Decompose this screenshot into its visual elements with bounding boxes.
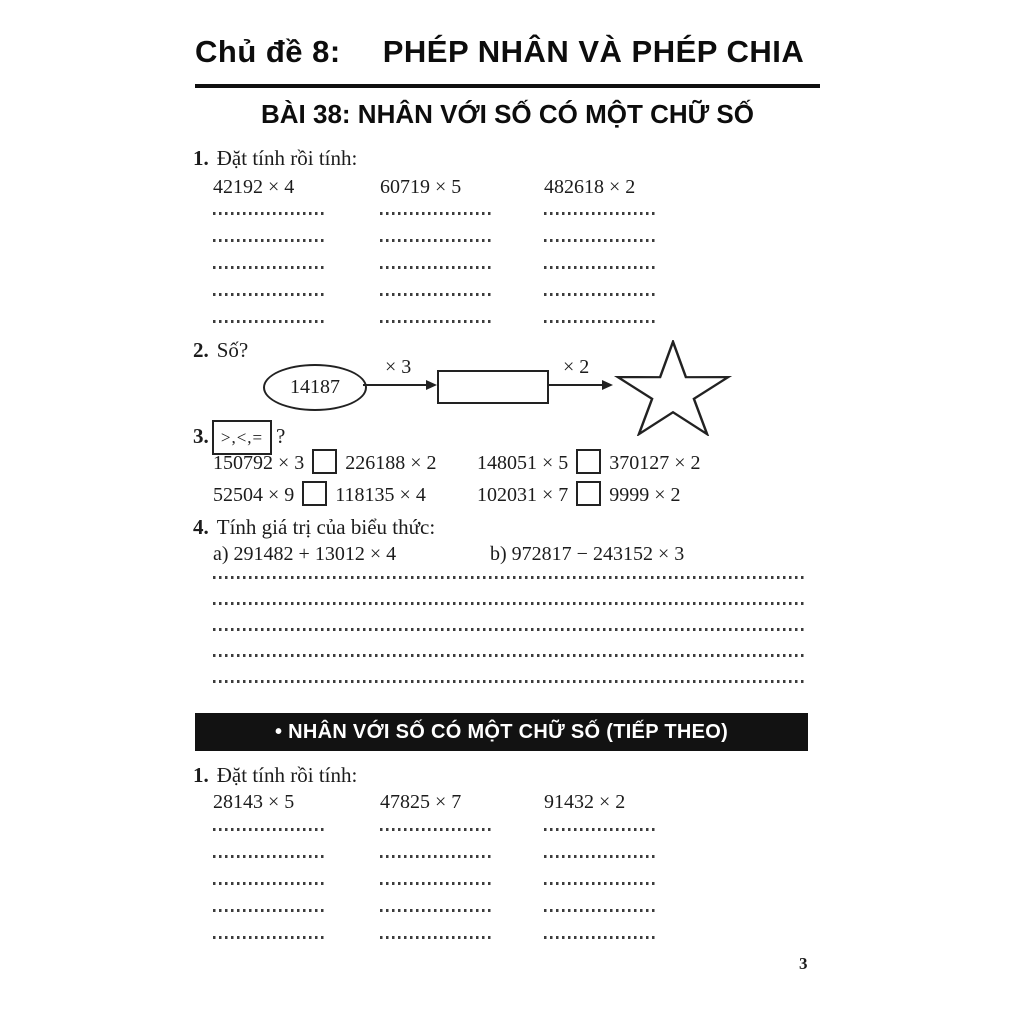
exercise4-label: Tính giá trị của biểu thức: (216, 515, 436, 539)
section-banner: • NHÂN VỚI SỐ CÓ MỘT CHỮ SỐ (TIẾP THEO) (195, 713, 808, 751)
answer-line (213, 828, 325, 831)
answer-line (213, 239, 325, 242)
exercise4-parts (213, 543, 807, 566)
comparison-right-operand: 118135 × 4 (335, 484, 426, 506)
exercise1-label: Đặt tính rồi tính: (216, 146, 358, 170)
section2-exercise1-heading (193, 763, 357, 788)
exercise4-number: 4. (193, 515, 209, 539)
answer-line (544, 855, 656, 858)
answer-line (544, 212, 656, 215)
comparison-right-operand: 370127 × 2 (609, 452, 701, 474)
part-expression: 291482 + 13012 × 4 (233, 543, 397, 565)
answer-line (544, 828, 656, 831)
answer-line (544, 320, 656, 323)
signs-box: >,<,= (212, 420, 272, 455)
answer-line (380, 828, 492, 831)
comparison-row (213, 484, 477, 507)
expression-part (213, 543, 490, 566)
exercise2-label: Số? (216, 338, 249, 362)
arrow-right-icon (602, 380, 613, 390)
comparison-left-operand: 148051 × 5 (477, 452, 569, 474)
answer-line (544, 266, 656, 269)
answer-line (213, 680, 807, 683)
answer-line (544, 882, 656, 885)
comparison-row (477, 484, 807, 507)
part-label: a) (213, 543, 229, 565)
answer-line (213, 293, 325, 296)
comparison-row (213, 452, 477, 475)
exercise4-heading (193, 515, 435, 540)
answer-box (302, 481, 327, 506)
step2-label: × 2 (563, 356, 590, 378)
problem: 91432 × 2 (544, 791, 626, 813)
section2-exercise1-label: Đặt tính rồi tính: (216, 763, 358, 787)
answer-rect (437, 370, 549, 404)
header-rule (195, 84, 820, 88)
answer-line (544, 936, 656, 939)
answer-line (213, 602, 807, 605)
chapter-title: PHÉP NHÂN VÀ PHÉP CHIA (382, 34, 805, 69)
answer-line (213, 654, 807, 657)
start-oval: 14187 (263, 364, 367, 411)
exercise1-number: 1. (193, 146, 209, 170)
arrow-right-icon (547, 384, 603, 386)
chapter-label: Chủ đề 8: (195, 34, 341, 69)
answer-box (576, 449, 601, 474)
comparison-left-operand: 102031 × 7 (477, 484, 569, 506)
comparison-row (477, 452, 807, 475)
arrow-right-icon (363, 384, 427, 386)
exercise1-heading (193, 146, 357, 171)
part-expression: 972817 − 243152 × 3 (511, 543, 685, 565)
answer-line (213, 576, 807, 579)
answer-line (380, 212, 492, 215)
answer-line (380, 239, 492, 242)
answer-box (312, 449, 337, 474)
problem: 42192 × 4 (213, 176, 295, 198)
comparison-right-operand: 9999 × 2 (609, 484, 681, 506)
lesson-title: BÀI 38: NHÂN VỚI SỐ CÓ MỘT CHỮ SỐ (260, 99, 754, 129)
answer-line (213, 212, 325, 215)
answer-line (213, 936, 325, 939)
answer-line (380, 855, 492, 858)
comparison-left-operand: 150792 × 3 (213, 452, 305, 474)
problem: 482618 × 2 (544, 176, 636, 198)
comparison-grid (213, 452, 807, 507)
answer-line (213, 628, 807, 631)
answer-line (380, 909, 492, 912)
step1-label: × 3 (385, 356, 412, 378)
answer-line (213, 266, 325, 269)
exercise4-answer-area (213, 576, 807, 683)
problem: 28143 × 5 (213, 791, 295, 813)
answer-line (213, 855, 325, 858)
answer-line (380, 882, 492, 885)
exercise2-number: 2. (193, 338, 209, 362)
section2-exercise1-number: 1. (193, 763, 209, 787)
expression-part (490, 543, 807, 566)
exercise2-heading (193, 338, 248, 363)
answer-box (576, 481, 601, 506)
exercise3-number: 3. (193, 424, 209, 448)
part-label: b) (490, 543, 507, 565)
answer-line (544, 239, 656, 242)
problem: 47825 × 7 (380, 791, 462, 813)
answer-line (544, 909, 656, 912)
answer-line (380, 293, 492, 296)
answer-line (544, 293, 656, 296)
comparison-right-operand: 226188 × 2 (345, 452, 437, 474)
arrow-right-icon (426, 380, 437, 390)
section2-answer-area (213, 828, 807, 939)
answer-line (213, 909, 325, 912)
answer-line (380, 936, 492, 939)
chapter-header (195, 34, 820, 70)
answer-line (213, 882, 325, 885)
problem: 60719 × 5 (380, 176, 462, 198)
question-mark: ? (276, 424, 286, 448)
comparison-left-operand: 52504 × 9 (213, 484, 295, 506)
star-icon (613, 340, 733, 436)
exercise1-answer-area (213, 212, 807, 323)
answer-line (380, 320, 492, 323)
answer-line (213, 320, 325, 323)
page-number: 3 (799, 954, 808, 973)
answer-line (380, 266, 492, 269)
